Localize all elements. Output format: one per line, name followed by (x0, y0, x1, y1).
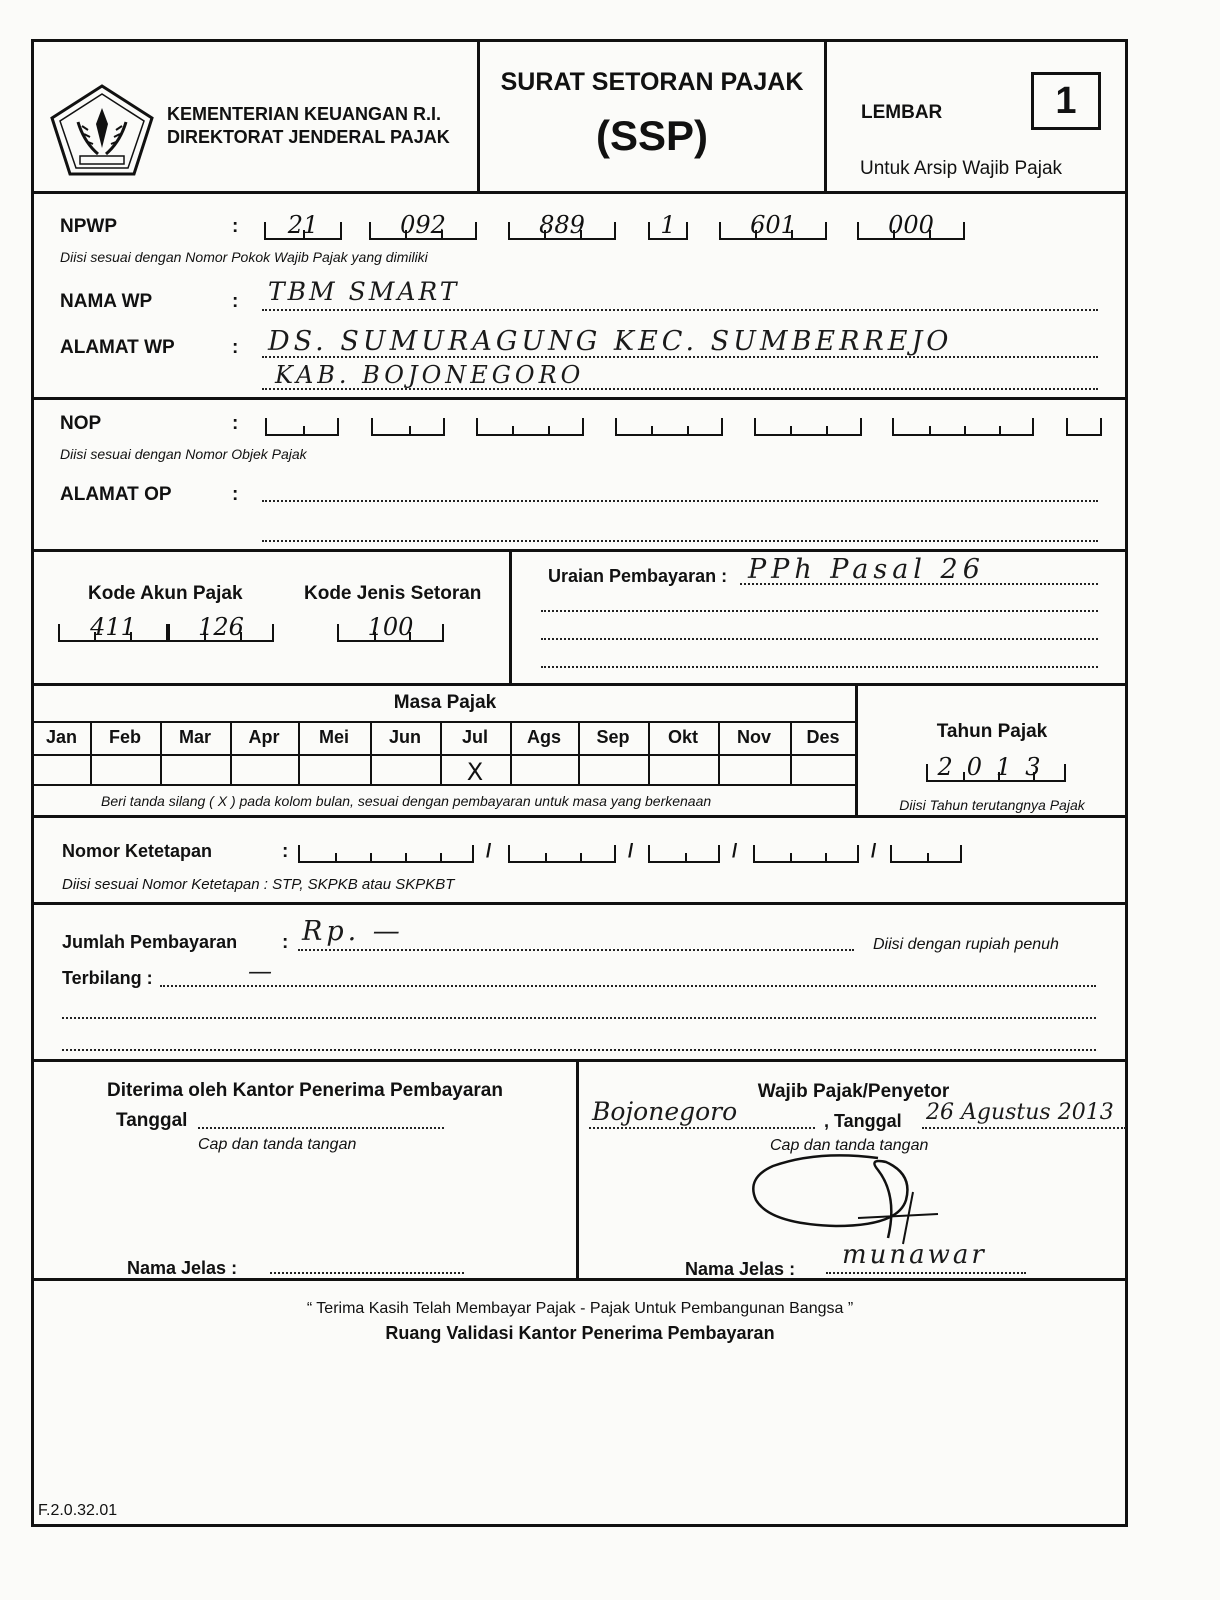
ministry-name: KEMENTERIAN KEUANGAN R.I. (167, 104, 442, 124)
month-checkbox-sep[interactable] (578, 756, 648, 784)
terbilang-label: Terbilang : (62, 968, 153, 988)
nop-group-7[interactable] (1066, 418, 1102, 436)
month-header-jul: Jul (461, 727, 488, 747)
ketetapan-slash-1: / (486, 841, 492, 862)
month-header-mei: Mei (318, 727, 349, 747)
npwp-value-3: 889 (539, 211, 585, 239)
npwp-value-5: 601 (750, 211, 796, 239)
month-grid-separator (440, 721, 442, 785)
month-grid-bottom (33, 784, 856, 786)
month-checkbox-okt[interactable] (648, 756, 718, 784)
received-title: Diterima oleh Kantor Penerima Pembayaran (107, 1080, 503, 1101)
tahun-pajak-label: Tahun Pajak (936, 721, 1048, 742)
lembar-number: 1 (1031, 72, 1101, 130)
terbilang-value: — (248, 957, 272, 985)
payer-nama-value: munawar (842, 1240, 987, 1270)
payer-tanggal-label: , Tanggal (824, 1111, 902, 1131)
footer-quote: “ Terima Kasih Telah Membayar Pajak - Pajak Untuk Pembangunan Bangsa ” (306, 1300, 854, 1317)
tahun-pajak-value: 2013 (937, 753, 1055, 781)
divider-header (31, 191, 1128, 194)
alamat-op-line-1[interactable] (262, 500, 1098, 502)
payer-tanggal-value: 26 Agustus 2013 (926, 1100, 1114, 1125)
month-grid-separator (648, 721, 650, 785)
kode-akun-value-1: 411 (90, 613, 136, 641)
npwp-group-1[interactable] (264, 211, 342, 240)
jumlah-value: Rp. — (302, 916, 404, 947)
ketetapan-slash-3: / (732, 841, 738, 862)
ministry-emblem (48, 84, 156, 176)
month-header-jan: Jan (45, 727, 78, 747)
ketetapan-note: Diisi sesuai Nomor Ketetapan : STP, SKPKB atau SKPKBT (62, 876, 455, 893)
uraian-line-2[interactable] (541, 610, 1098, 612)
month-checkbox-mar[interactable] (160, 756, 230, 784)
ketetapan-slash-2: / (628, 841, 634, 862)
payer-cap-note: Cap dan tanda tangan (770, 1137, 929, 1154)
lembar-note: Untuk Arsip Wajib Pajak (860, 158, 1063, 179)
nop-group-4[interactable] (615, 418, 723, 436)
month-header-jun: Jun (388, 727, 421, 747)
nop-note: Diisi sesuai dengan Nomor Objek Pajak (60, 446, 307, 462)
alamat-op-label: ALAMAT OP (60, 484, 172, 505)
divider-taxpayer (31, 397, 1128, 400)
nop-colon: : (232, 413, 239, 434)
ketetapan-group-1[interactable] (298, 845, 474, 863)
alamat-wp-value-2: KAB. BOJONEGORO (275, 361, 585, 389)
form-title: SURAT SETORAN PAJAK (500, 68, 804, 96)
month-checkbox-jul[interactable] (440, 756, 510, 784)
payer-place-line[interactable] (589, 1127, 815, 1129)
month-checkbox-nov[interactable] (718, 756, 790, 784)
tahun-pajak-group[interactable] (926, 753, 1066, 782)
month-checkbox-jan[interactable] (33, 756, 90, 784)
ketetapan-group-2[interactable] (508, 845, 616, 863)
nop-group-2[interactable] (371, 418, 445, 436)
month-header-nov: Nov (736, 727, 771, 747)
month-checkbox-mei[interactable] (298, 756, 370, 784)
received-tanggal-line[interactable] (198, 1127, 444, 1129)
nama-wp-colon: : (232, 291, 239, 312)
masa-note: Beri tanda silang ( X ) pada kolom bulan, sesuai dengan pembayaran untuk masa yang berkenaan (101, 793, 712, 809)
divider-account (31, 683, 1128, 686)
kode-jenis-group[interactable] (337, 613, 444, 642)
payer-nama-line[interactable] (826, 1272, 1026, 1274)
month-grid-separator (230, 721, 232, 785)
nama-wp-line[interactable] (262, 309, 1098, 311)
uraian-line-3[interactable] (541, 638, 1098, 640)
account-divider (509, 549, 512, 685)
kode-jenis-label: Kode Jenis Setoran (304, 583, 482, 604)
masa-pajak-label: Masa Pajak (393, 692, 497, 713)
lembar-label: LEMBAR (861, 102, 943, 123)
form-code: F.2.0.32.01 (38, 1502, 118, 1519)
month-checkbox-des[interactable] (790, 756, 856, 784)
npwp-note: Diisi sesuai dengan Nomor Pokok Wajib Pajak yang dimiliki (60, 249, 428, 265)
npwp-group-4[interactable] (648, 211, 688, 240)
uraian-value: PPh Pasal 26 (748, 554, 985, 585)
ketetapan-slash-4: / (871, 841, 877, 862)
month-grid-separator (298, 721, 300, 785)
nop-group-1[interactable] (265, 418, 339, 436)
terbilang-line-1[interactable] (160, 985, 1096, 987)
month-header-mar: Mar (178, 727, 211, 747)
month-grid-separator (160, 721, 162, 785)
month-grid-separator (510, 721, 512, 785)
month-checkbox-ags[interactable] (510, 756, 578, 784)
month-grid-separator (90, 721, 92, 785)
month-grid-separator (790, 721, 792, 785)
month-header-apr: Apr (248, 727, 280, 747)
payer-title: Wajib Pajak/Penyetor (757, 1081, 950, 1102)
npwp-colon: : (232, 216, 239, 237)
month-header-ags: Ags (526, 727, 561, 747)
received-nama-label: Nama Jelas : (127, 1258, 238, 1278)
kode-akun-value-2: 126 (198, 613, 244, 641)
divider-payment (31, 1059, 1128, 1062)
nop-label: NOP (60, 413, 102, 434)
ketetapan-group-5[interactable] (890, 845, 962, 863)
payer-tanggal-line[interactable] (922, 1127, 1126, 1129)
terbilang-line-3[interactable] (62, 1049, 1096, 1051)
validation-area-label: Ruang Validasi Kantor Penerima Pembayaran (385, 1323, 775, 1343)
month-checkbox-jun[interactable] (370, 756, 440, 784)
payer-place: Bojonegoro (592, 1097, 738, 1126)
nop-group-3[interactable] (476, 418, 584, 436)
alamat-wp-label: ALAMAT WP (60, 337, 175, 358)
jumlah-colon: : (282, 932, 289, 953)
npwp-value-4: 1 (660, 211, 676, 239)
divider-object (31, 549, 1128, 552)
received-cap-note: Cap dan tanda tangan (198, 1136, 357, 1153)
month-header-okt: Okt (667, 727, 698, 747)
month-mark: X (466, 758, 484, 786)
uraian-label: Uraian Pembayaran : (548, 566, 728, 586)
npwp-group-5[interactable] (719, 211, 827, 240)
month-grid-separator (718, 721, 720, 785)
received-nama-line[interactable] (270, 1272, 464, 1274)
kode-akun-group-1[interactable] (58, 613, 168, 642)
divider-ketetapan (31, 902, 1128, 905)
ketetapan-colon: : (282, 841, 289, 862)
ketetapan-label: Nomor Ketetapan (62, 841, 213, 861)
npwp-label: NPWP (60, 216, 117, 237)
alamat-op-line-2[interactable] (262, 540, 1098, 542)
kode-akun-label: Kode Akun Pajak (88, 583, 243, 604)
nama-wp-label: NAMA WP (60, 291, 153, 312)
directorate-name: DIREKTORAT JENDERAL PAJAK (167, 127, 450, 147)
ketetapan-group-3[interactable] (648, 845, 720, 863)
alamat-wp-value-1: DS. SUMURAGUNG KEC. SUMBERREJO (268, 326, 953, 357)
month-checkbox-feb[interactable] (90, 756, 160, 784)
terbilang-line-2[interactable] (62, 1017, 1096, 1019)
month-checkbox-apr[interactable] (230, 756, 298, 784)
jumlah-note: Diisi dengan rupiah penuh (873, 936, 1059, 953)
jumlah-label: Jumlah Pembayaran (62, 932, 238, 952)
tahun-pajak-note: Diisi Tahun terutangnya Pajak (899, 797, 1085, 813)
payer-nama-label: Nama Jelas : (685, 1259, 796, 1279)
npwp-group-2[interactable] (369, 211, 477, 240)
divider-period (31, 815, 1128, 818)
received-tanggal-label: Tanggal (116, 1110, 188, 1131)
npwp-value-6: 000 (888, 211, 934, 239)
nop-group-5[interactable] (754, 418, 862, 436)
ketetapan-group-4[interactable] (753, 845, 859, 863)
npwp-value-2: 092 (400, 211, 446, 239)
month-header-feb: Feb (108, 727, 141, 747)
month-grid-separator (578, 721, 580, 785)
uraian-line-4[interactable] (541, 666, 1098, 668)
nop-group-6[interactable] (892, 418, 1034, 436)
kode-jenis-value: 100 (367, 613, 414, 641)
month-header-des: Des (806, 727, 840, 747)
month-header-sep: Sep (596, 727, 630, 747)
jumlah-line[interactable] (298, 949, 854, 951)
npwp-value-1: 21 (287, 211, 319, 239)
month-grid-separator (370, 721, 372, 785)
nama-wp-value: TBM SMART (268, 277, 460, 306)
alamat-wp-colon: : (232, 337, 239, 358)
npwp-group-3[interactable] (508, 211, 616, 240)
alamat-op-colon: : (232, 484, 239, 505)
npwp-group-6[interactable] (857, 211, 965, 240)
header-divider-2 (824, 39, 827, 194)
kode-akun-group-2[interactable] (168, 613, 274, 642)
form-title-abbr: (SSP) (595, 112, 708, 159)
